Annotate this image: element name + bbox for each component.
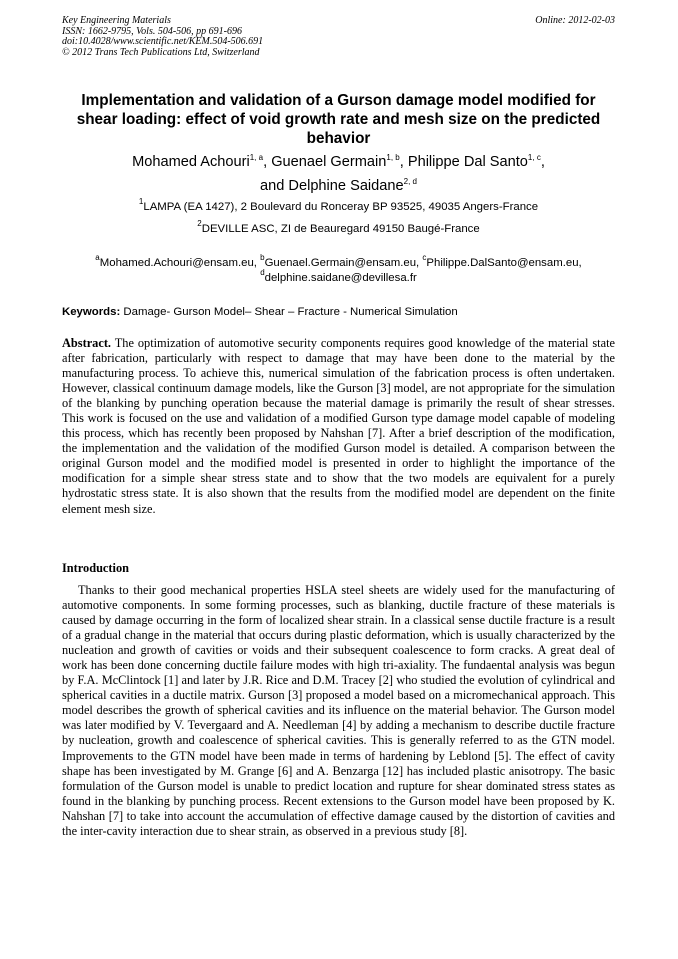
- author-affiliation-mark: 1, c: [527, 153, 541, 162]
- abstract: [62, 336, 615, 517]
- online-date: Online: 2012-02-03: [535, 15, 615, 26]
- author-separator: ,: [540, 154, 545, 170]
- email-address: delphine.saidane@devillesa.fr: [264, 272, 417, 284]
- author-name: Delphine Saidane: [288, 178, 404, 194]
- affiliation-mark: 1: [138, 197, 144, 206]
- publication-header: [62, 16, 615, 58]
- email-mark: c: [422, 253, 427, 262]
- copyright-line: © 2012 Trans Tech Publications Ltd, Switzerland: [62, 46, 260, 58]
- issn-line: ISSN: 1662-9795, Vols. 504-506, pp 691-696: [62, 25, 242, 37]
- paper-title: Implementation and validation of a Gurson damage model modified for shear loading: effect of void growth rate and mesh size on the predicted behavior: [76, 92, 601, 147]
- keywords-label: Keywords:: [62, 306, 121, 318]
- email-mark: d: [260, 268, 265, 277]
- author-name: Mohamed Achouri: [132, 154, 250, 170]
- keywords-text: Damage- Gurson Model– Shear – Fracture - Numerical Simulation: [120, 306, 458, 318]
- doi-line: doi:10.4028/www.scientific.net/KEM.504-506.691: [62, 36, 264, 47]
- author-conjunction: and: [260, 178, 289, 194]
- affiliation-text: LAMPA (EA 1427), 2 Boulevard du Ronceray BP 93525, 49035 Angers-France: [143, 201, 539, 213]
- author-affiliation-mark: 1, b: [386, 153, 400, 162]
- introduction-paragraph: Thanks to their good mechanical properties HSLA steel sheets are widely used for the manufacturing of automotive components. In some forming processes, such as blanking, ductile fracture of these materials is caused by damage occurring in the form of localized shear strain. In a classical sense ductile fracture is a result of a gradual change in the material that occurs during plastic deformation, which is usually characterized by the nucleation and growth of cavities or voids and their subsequent coalescence to form cracks. A great deal of work has been done concerning ductile failure modes with high tri-axiality. The fundaental analysis was begun by F.A. McClintock [1] and later by J.R. Rice and D.M. Tracey [2] who studied the evolution of cylindrical and spherical cavities in a ductile matrix. Gurson [3] proposed a model based on a micromechanical approach. This model describes the growth of spherical cavities and its influence on the material behavior. The Gurson model was later modified by V. Tevergaard and A. Needleman [4] by adding a mechanism to describe ductile fracture by nucleation, growth and coalescence of spherical cavities. This is generally referred to as the GTN model. Improvements to the GTN model have been made in terms of hardening by Leblond [5]. The effect of cavity shape has been investigated by M. Grange [6] and A. Benzarga [12] has included plastic anisotropy. The basic formulation of the Gurson model is unable to predict location and rupture for shear dominated stress states as found in the blanking by punching process. Recent extensions to the Gurson model have been proposed by K. Nahshan [7] to take into account the accumulation of effective damage caused by the distortion of cavities and the inter-cavity interaction due to shear strain, as observed in a previous study [8].: [62, 583, 615, 838]
- email-mark: b: [260, 253, 265, 262]
- author-affiliation-mark: 1, a: [249, 153, 264, 162]
- email-address: Guenael.Germain@ensam.eu,: [264, 257, 423, 269]
- affiliation-text: DEVILLE ASC, ZI de Beauregard 49150 Baugé-France: [201, 223, 480, 235]
- section-heading-introduction: Introduction: [62, 561, 129, 575]
- author-name: Philippe Dal Santo: [407, 154, 528, 170]
- author-separator: ,: [399, 154, 408, 170]
- affiliation: [62, 197, 615, 214]
- author-list: [62, 150, 615, 198]
- email-address: Philippe.DalSanto@ensam.eu,: [426, 257, 582, 269]
- affiliation: [62, 219, 615, 236]
- journal-name: Key Engineering Materials: [62, 15, 171, 26]
- email-address: Mohamed.Achouri@ensam.eu,: [99, 257, 261, 269]
- keywords: [62, 305, 615, 319]
- author-separator: ,: [263, 154, 272, 170]
- abstract-text: The optimization of automotive security components requires good knowledge of the material state after fabrication, particularly with respect to damage that may have been done to the material by the manufacturing process. To achieve this, numerical simulation of the fabrication process is often undertaken. However, classical continuum damage models, like the Gurson [3] model, are not appropriate for the simulation of the blanking by punching operation because the material damage is primarily the result of shear stresses. This work is focused on the use and validation of a modified Gurson type damage model capable of modeling this process, which has recently been proposed by Nahshan [7]. After a brief description of the modification, the implementation and the validation of the modified Gurson model is detailed. A comparison between the original Gurson model and the modified model is presented in order to highlight the importance of the modification for a simple shear stress state and to show that the two models are equivalent for a purely hydrostatic stress state. It is also shown that the results from the modified model are dependent on the finite element mesh size.: [62, 336, 615, 516]
- email-mark: a: [95, 253, 100, 262]
- author-affiliation-mark: 2, d: [403, 177, 417, 186]
- affiliation-mark: 2: [197, 219, 202, 228]
- author-emails: [62, 253, 615, 286]
- author-name: Guenael Germain: [271, 154, 387, 170]
- abstract-label: Abstract.: [62, 336, 112, 350]
